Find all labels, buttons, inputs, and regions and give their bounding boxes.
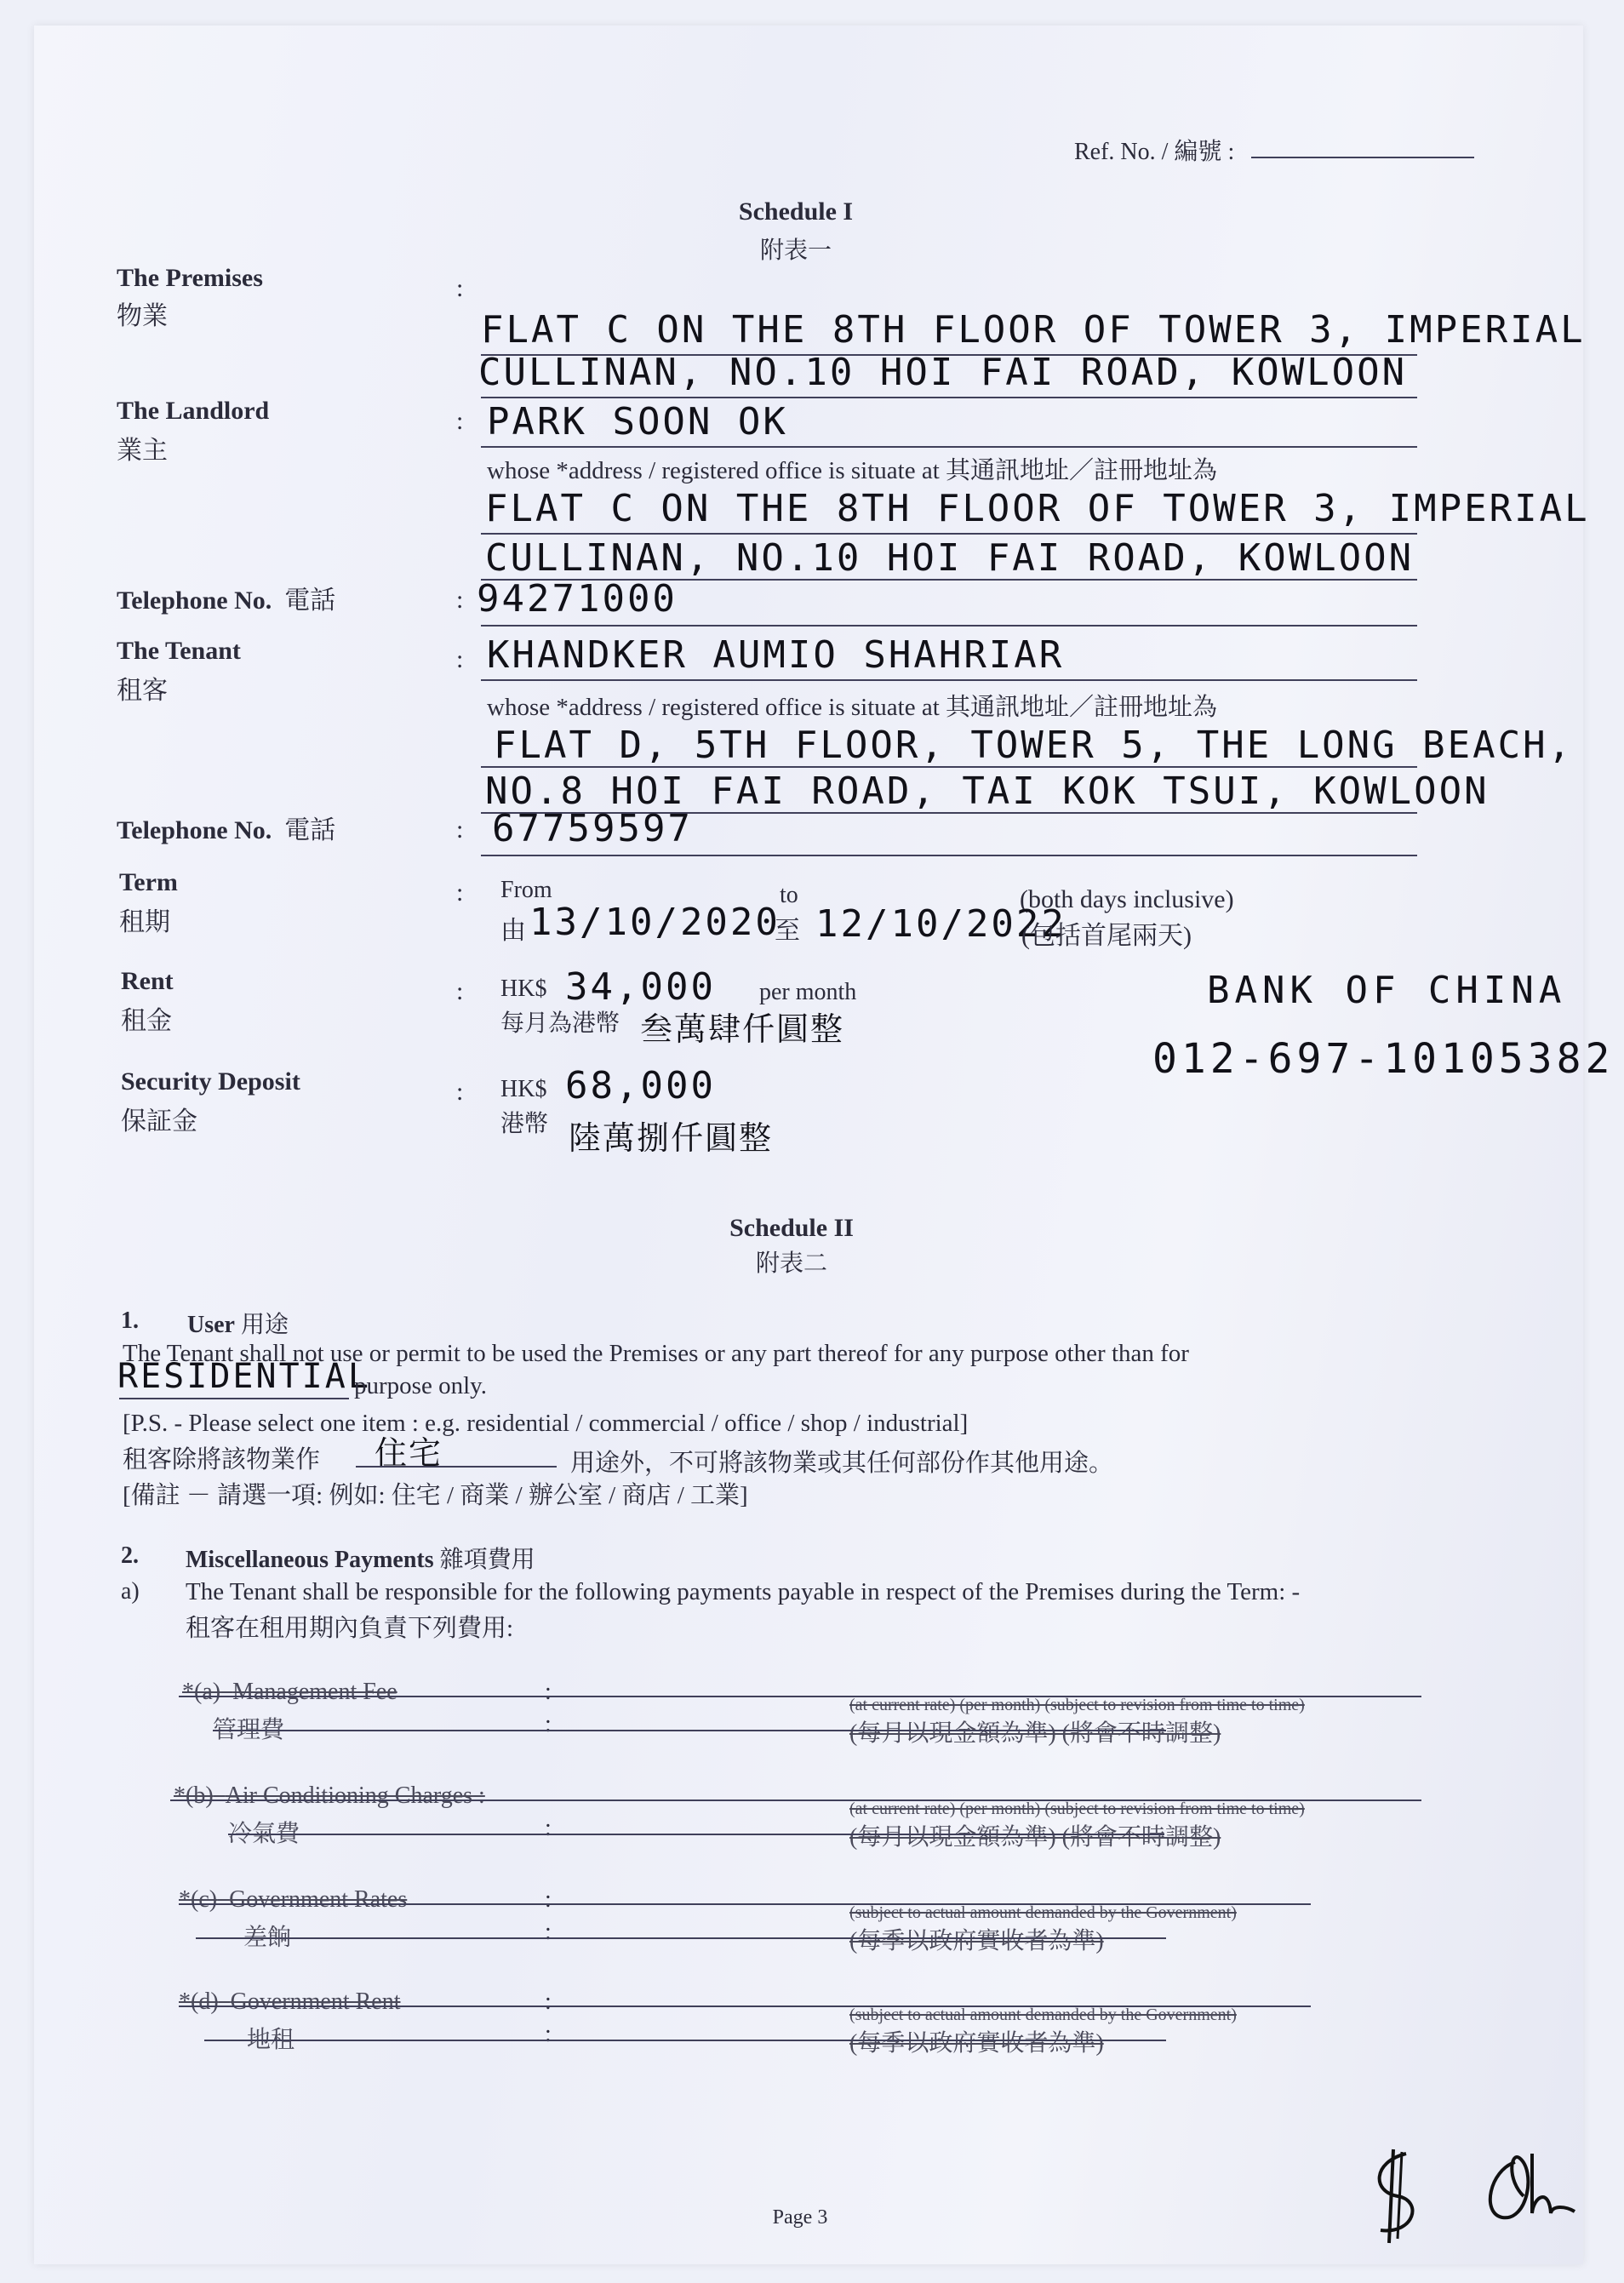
rent-zh-prefix: 每月為港幣 — [500, 1010, 620, 1037]
term-to-label: to — [780, 882, 798, 908]
term-inclusive-label: (both days inclusive) — [1020, 885, 1234, 913]
user-section-title: User 用途 — [187, 1312, 289, 1338]
colon: : — [456, 645, 464, 673]
rent-amount-zh: 叁萬肆仟圓整 — [640, 1010, 845, 1048]
term-label: Term — [119, 868, 178, 896]
user-purpose-fill-zh: 住宅 — [375, 1434, 443, 1472]
tenant-address-line2: NO.8 HOI FAI ROAD, TAI KOK TSUI, KOWLOON — [485, 770, 1490, 813]
fill-line — [481, 766, 1417, 768]
user-purpose-fill: RESIDENTIAL — [117, 1357, 371, 1396]
premises-label: The Premises — [117, 264, 263, 292]
user-clause-text: The Tenant shall not use or permit to be used the Premises or any part thereof for any purpose other than for — [123, 1340, 1189, 1367]
misc-clause-text: The Tenant shall be responsible for the following payments payable in respect of the Premises during the Term: - — [186, 1578, 1301, 1605]
landlord-address-line1: FLAT C ON THE 8TH FLOOR OF TOWER 3, IMPERIAL — [485, 487, 1590, 530]
colon: : — [545, 1988, 552, 2015]
payment-row-title: *(d) Government Rent — [179, 1988, 401, 2015]
misc-item-a-label: a) — [121, 1578, 140, 1605]
payment-row-note: (subject to actual amount demanded by the Government) — [849, 1903, 1237, 1922]
tenant-telephone-label: Telephone No. 電話 — [117, 816, 336, 844]
term-from-label-zh: 由 — [500, 917, 526, 945]
colon: : — [456, 586, 464, 614]
landlord-name: PARK SOON OK — [487, 400, 788, 443]
landlord-telephone-value: 94271000 — [477, 577, 678, 621]
payment-row-note-zh: (每月以現金額為準) (將會不時調整) — [849, 1824, 1221, 1851]
payment-row-note: (at current rate) (per month) (subject to revision from time to time) — [849, 1800, 1305, 1818]
colon: : — [456, 1078, 464, 1106]
colon: : — [545, 1711, 552, 1737]
strike-line — [179, 1696, 1421, 1697]
tenant-address-prompt: whose *address / registered office is situate at 其通訊地址／註冊地址為 — [487, 694, 1218, 721]
colon: : — [456, 407, 464, 435]
rent-label-zh: 租金 — [121, 1007, 172, 1035]
payment-row-title-zh: 管理費 — [213, 1717, 285, 1743]
strike-line — [213, 1730, 1166, 1731]
premises-address-line1: FLAT C ON THE 8TH FLOOR OF TOWER 3, IMPERIAL — [481, 308, 1586, 352]
fill-line — [481, 855, 1417, 856]
landlord-label-zh: 業主 — [117, 437, 168, 465]
deposit-zh-prefix: 港幣 — [500, 1111, 549, 1137]
landlord-telephone-label: Telephone No. 電話 — [117, 586, 336, 615]
fill-line — [481, 625, 1417, 627]
term-label-zh: 租期 — [119, 908, 170, 936]
colon: : — [456, 815, 464, 844]
misc-clause-text-zh: 租客在租用期內負責下列費用: — [186, 1615, 514, 1642]
user-clause-zh-end: 用途外，不可將該物業或其任何部份作其他用途。 — [570, 1450, 1114, 1477]
colon: : — [456, 274, 464, 302]
term-to-label-zh: 至 — [775, 917, 800, 945]
ref-number-line — [1251, 157, 1474, 158]
ref-number-label: Ref. No. / 編號 : — [1074, 139, 1235, 165]
colon: : — [545, 1886, 552, 1913]
landlord-label: The Landlord — [117, 397, 270, 425]
tenant-label: The Tenant — [117, 637, 241, 665]
security-deposit-label-zh: 保証金 — [121, 1107, 197, 1136]
term-start-date: 13/10/2020 — [529, 901, 781, 944]
deposit-amount: 68,000 — [565, 1064, 716, 1107]
fill-line — [481, 446, 1417, 448]
fill-line — [356, 1466, 557, 1468]
payment-row-note: (at current rate) (per month) (subject to revision from time to time) — [849, 1696, 1305, 1714]
payment-row-title-zh: 差餉 — [243, 1925, 292, 1951]
user-section-number: 1. — [121, 1307, 139, 1334]
user-ps-note: [P.S. - Please select one item : e.g. residential / commercial / office / shop / industrial] — [123, 1410, 969, 1437]
payment-row-title: *(a) Management Fee — [182, 1679, 397, 1705]
rent-currency: HK$ — [500, 976, 547, 1002]
tenant-initial-signature — [1481, 2145, 1583, 2230]
fill-line — [481, 397, 1417, 398]
misc-section-title: Miscellaneous Payments 雜項費用 — [186, 1547, 535, 1573]
bank-account-number: 012-697-10105382 — [1152, 1035, 1615, 1083]
schedule-1-title: Schedule I — [738, 197, 854, 226]
user-clause-zh-start: 租客除將該物業作 — [123, 1446, 321, 1473]
payment-row-title: *(b) Air Conditioning Charges : — [174, 1782, 485, 1809]
payment-row-note-zh: (每季以政府實收者為準) — [849, 1928, 1104, 1954]
strike-line — [170, 1800, 1421, 1801]
landlord-address-line2: CULLINAN, NO.10 HOI FAI ROAD, KOWLOON — [485, 536, 1415, 580]
strike-line — [204, 2040, 1166, 2041]
term-from-label: From — [500, 877, 552, 903]
colon: : — [545, 1815, 552, 1841]
fill-line — [119, 1398, 349, 1399]
payment-row-note: (subject to actual amount demanded by the Government) — [849, 2005, 1237, 2024]
strike-line — [179, 2005, 1311, 2007]
tenant-address-line1: FLAT D, 5TH FLOOR, TOWER 5, THE LONG BEACH, — [494, 724, 1574, 767]
rent-amount: 34,000 — [565, 965, 716, 1009]
colon: : — [545, 1919, 552, 1945]
fill-line — [481, 679, 1417, 681]
payment-row-title-zh: 地租 — [247, 2027, 295, 2053]
payment-row-note-zh: (每季以政府實收者為準) — [849, 2030, 1104, 2057]
tenant-label-zh: 租客 — [117, 677, 168, 705]
payment-row-title: *(c) Government Rates — [179, 1886, 408, 1913]
landlord-address-prompt: whose *address / registered office is situate at 其通訊地址／註冊地址為 — [487, 457, 1218, 484]
rent-per-month: per month — [759, 979, 857, 1005]
strike-line — [179, 1903, 1311, 1905]
schedule-2-title: Schedule II — [729, 1214, 854, 1242]
schedule-2-title-zh: 附表二 — [755, 1250, 827, 1277]
schedule-1-title-zh: 附表一 — [759, 237, 832, 264]
page-number: Page 3 — [772, 2206, 828, 2229]
fill-line — [481, 533, 1417, 535]
colon: : — [545, 1679, 552, 1705]
term-end-date: 12/10/2022 — [815, 902, 1066, 946]
landlord-initial-signature — [1355, 2145, 1432, 2247]
rent-label: Rent — [121, 967, 174, 995]
premises-address-line2: CULLINAN, NO.10 HOI FAI ROAD, KOWLOON — [478, 351, 1408, 394]
misc-section-number: 2. — [121, 1542, 139, 1569]
user-clause-text-end: purpose only. — [354, 1372, 487, 1399]
security-deposit-label: Security Deposit — [121, 1067, 300, 1096]
tenant-telephone-value: 67759597 — [492, 807, 693, 850]
colon: : — [545, 2021, 552, 2047]
bank-name: BANK OF CHINA — [1207, 969, 1567, 1012]
payment-row-note-zh: (每月以現金額為準) (將會不時調整) — [849, 1720, 1221, 1747]
deposit-currency: HK$ — [500, 1076, 547, 1102]
premises-label-zh: 物業 — [117, 302, 168, 330]
payment-row-title-zh: 冷氣費 — [228, 1821, 300, 1847]
colon: : — [456, 977, 464, 1005]
tenant-name: KHANDKER AUMIO SHAHRIAR — [487, 633, 1065, 677]
deposit-amount-zh: 陸萬捌仟圓整 — [569, 1119, 774, 1157]
strike-line — [228, 1834, 1164, 1835]
colon: : — [456, 878, 464, 907]
user-note-zh: [備註 － 請選一項: 例如: 住宅 / 商業 / 辦公室 / 商店 / 工業] — [123, 1482, 748, 1509]
strike-line — [196, 1937, 1166, 1939]
term-inclusive-label-zh: (包括首尾兩天) — [1021, 922, 1192, 950]
